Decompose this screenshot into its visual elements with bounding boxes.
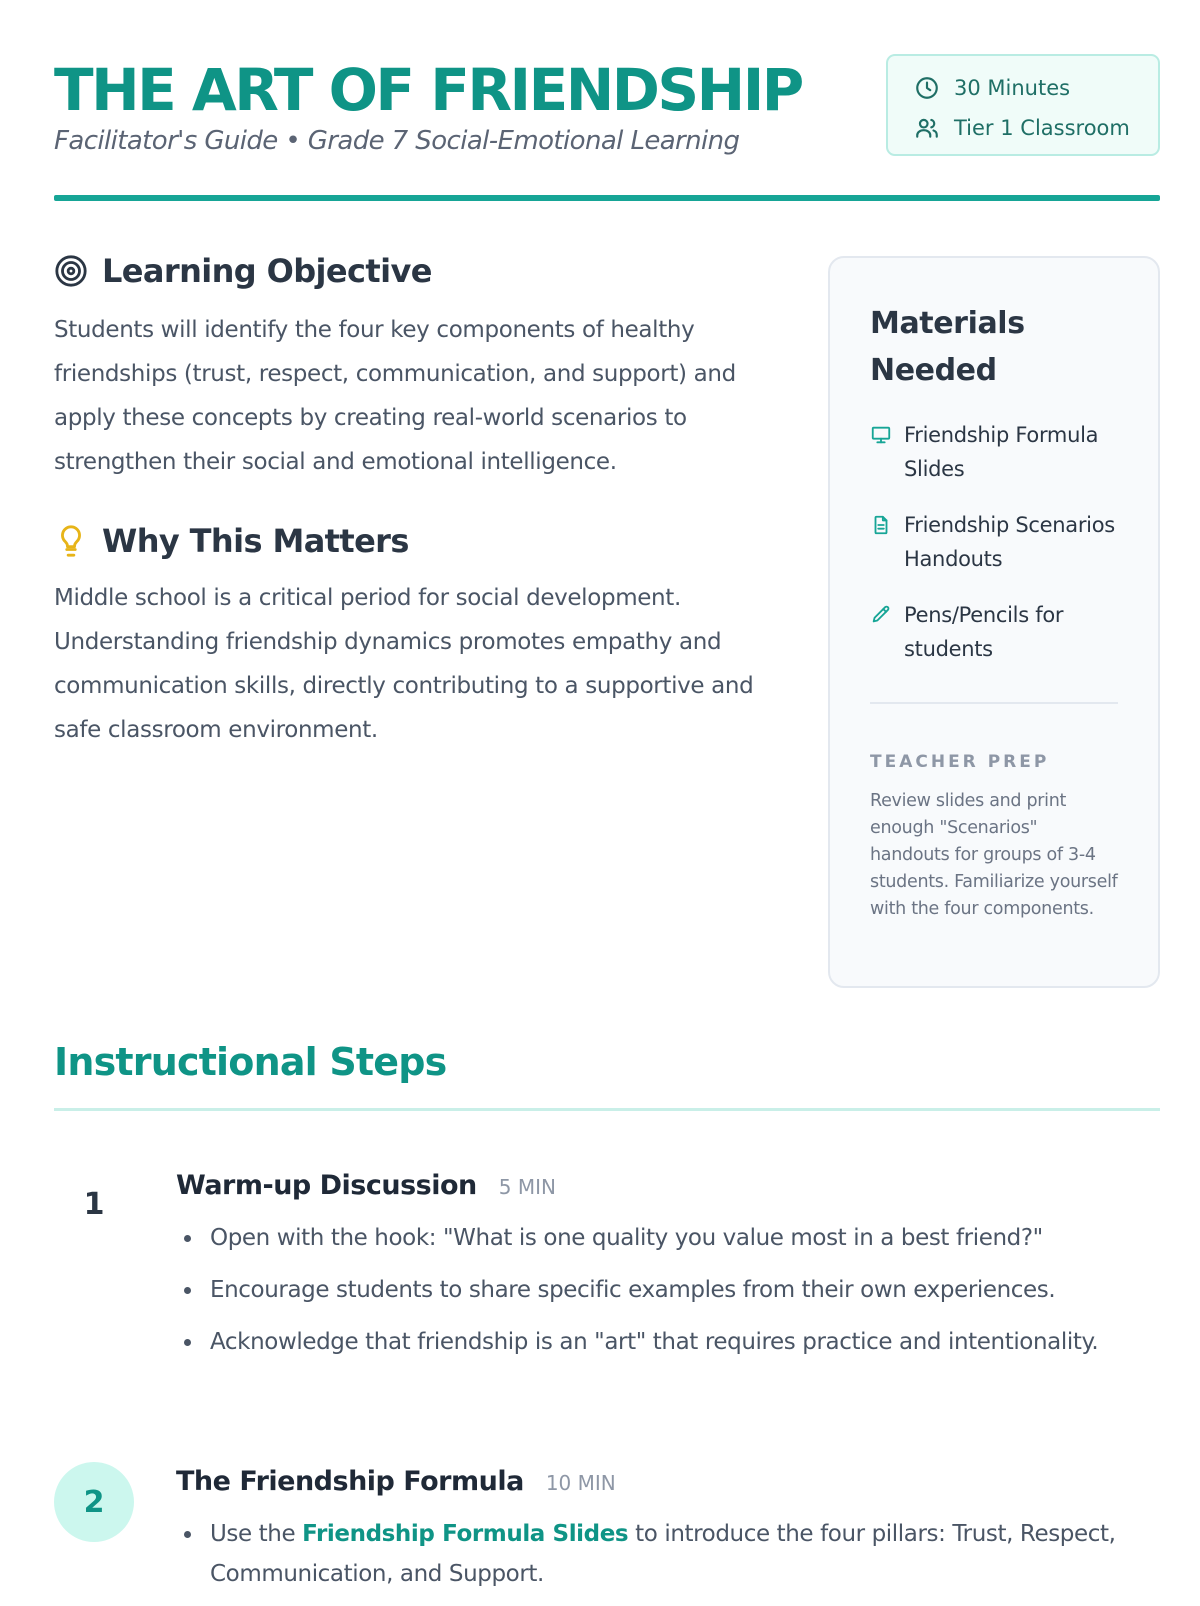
- lightbulb-icon: [54, 524, 88, 558]
- materials-list: [870, 418, 1130, 688]
- teacher-prep-label: TEACHER PREP: [870, 752, 1050, 772]
- document-icon: [870, 514, 892, 536]
- target-icon: [54, 254, 88, 288]
- slides-link[interactable]: Friendship Formula Slides: [302, 1521, 629, 1547]
- users-icon: [914, 115, 940, 141]
- step-header: [176, 1170, 556, 1201]
- material-item: [870, 508, 1130, 576]
- material-label: Friendship Scenarios Handouts: [904, 513, 1115, 571]
- objective-heading: [54, 252, 432, 290]
- page-header: [54, 50, 1160, 202]
- step-number-active: 2: [54, 1462, 134, 1542]
- duration-row: [914, 68, 1158, 108]
- setting-text: Tier 1 Classroom: [954, 116, 1130, 140]
- page-title: THE ART OF FRIENDSHIP: [54, 56, 802, 124]
- why-heading: [54, 522, 409, 560]
- presentation-icon: [870, 424, 892, 446]
- bullet-prefix: Use the: [210, 1521, 303, 1547]
- step-bullet: Encourage students to share specific examples from their own experiences.: [176, 1270, 1136, 1310]
- materials-title: Materials Needed: [870, 306, 1025, 388]
- step-title: Warm-up Discussion: [176, 1170, 477, 1201]
- steps-divider: [54, 1108, 1160, 1111]
- objective-text: Students will identify the four key components of healthy friendships (trust, respect, communication, and support) and apply these concepts by creating real-world scenarios to strengthen their social and emotional intelligence.: [54, 317, 736, 475]
- duration-text: 30 Minutes: [954, 76, 1071, 100]
- bullet-suffix: to introduce the four pillars: Trust, Respect, Communication, and Support.: [210, 1521, 1116, 1587]
- material-label: Friendship Formula Slides: [904, 423, 1099, 481]
- material-item: [870, 598, 1130, 666]
- material-label: Pens/Pencils for students: [904, 603, 1064, 661]
- card-divider: [870, 702, 1118, 704]
- teacher-prep-text: Review slides and print enough "Scenarios" handouts for groups of 3-4 students. Familiarize yourself with the four components.: [870, 791, 1118, 919]
- step-title: The Friendship Formula: [176, 1466, 524, 1497]
- why-text: Middle school is a critical period for social development. Understanding friendship dynamics promotes empathy and communication skills, directly contributing to a supportive and safe classroom environment.: [54, 585, 754, 743]
- step-duration: 5 MIN: [498, 1175, 556, 1199]
- objective-title: Learning Objective: [102, 252, 432, 290]
- step-bullets: [176, 1514, 1136, 1606]
- clock-icon: [914, 75, 940, 101]
- step-bullet: Open with the hook: "What is one quality you value most in a best friend?": [176, 1218, 1136, 1258]
- step-bullet: [176, 1514, 1136, 1594]
- step-bullets: [176, 1218, 1136, 1374]
- steps-title: Instructional Steps: [54, 1040, 447, 1084]
- step-header: [176, 1466, 616, 1497]
- setting-row: [914, 108, 1158, 148]
- lesson-meta-box: [886, 54, 1160, 156]
- step-number: 1: [83, 1186, 105, 1222]
- step-bullet: Acknowledge that friendship is an "art" that requires practice and intentionality.: [176, 1322, 1136, 1362]
- pencil-icon: [870, 604, 892, 626]
- materials-card: [828, 256, 1160, 988]
- step-duration: 10 MIN: [545, 1471, 616, 1495]
- header-divider: [54, 195, 1160, 201]
- material-item: [870, 418, 1130, 486]
- why-title: Why This Matters: [102, 522, 409, 560]
- page-subtitle: Facilitator's Guide • Grade 7 Social-Emotional Learning: [54, 126, 740, 156]
